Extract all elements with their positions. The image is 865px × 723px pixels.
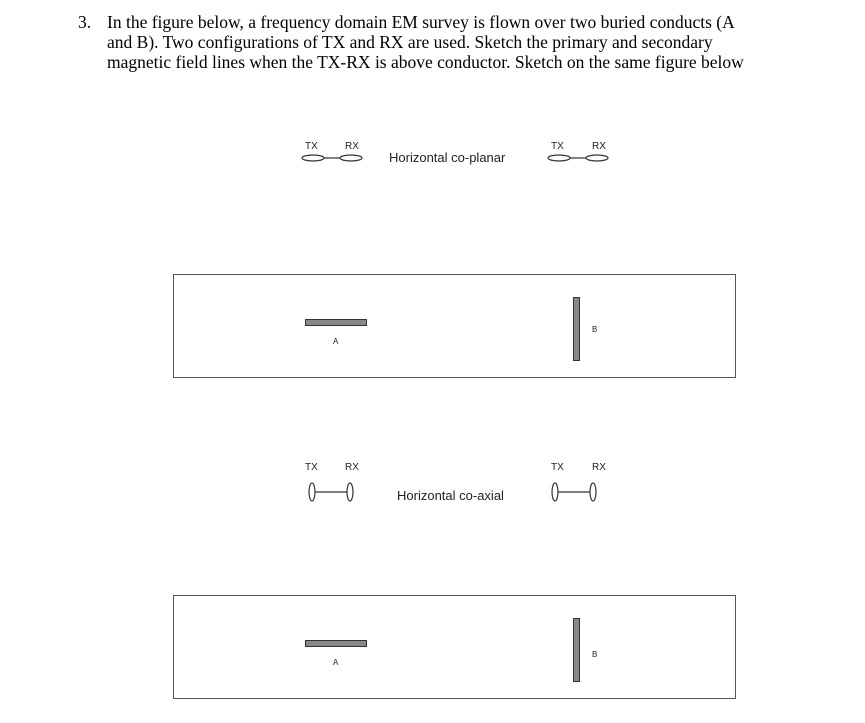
coplanar-right-tx-label: TX [551,141,564,152]
coplanar-left-rx-label: RX [345,141,359,152]
coaxial-conductor-b [573,618,580,682]
coaxial-ground-panel [173,595,736,699]
coaxial-left-rx-label: RX [345,462,359,473]
question-number: 3. [78,12,92,32]
coaxial-left-coil-pair-icon [305,480,361,504]
question-line-3: magnetic field lines when the TX-RX is above conductor. Sketch on the same figure below [107,52,744,72]
question-line-1: In the figure below, a frequency domain EM survey is flown over two buried conducts (A [107,12,735,32]
coaxial-conductor-b-label: B [592,650,598,659]
coaxial-caption: Horizontal co-axial [397,488,504,503]
coaxial-conductor-a-label: A [333,658,339,667]
coplanar-conductor-b [573,297,580,361]
question-line-2: and B). Two configurations of TX and RX are used. Sketch the primary and secondary [107,32,713,52]
coplanar-caption: Horizontal co-planar [389,150,506,165]
coplanar-ground-panel [173,274,736,378]
coplanar-conductor-a [305,319,367,326]
coplanar-left-tx-label: TX [305,141,318,152]
coplanar-right-coil-pair-icon [546,152,610,166]
coplanar-conductor-b-label: B [592,325,598,334]
coaxial-right-coil-pair-icon [548,480,604,504]
coplanar-conductor-a-label: A [333,337,339,346]
coplanar-right-rx-label: RX [592,141,606,152]
coaxial-conductor-a [305,640,367,647]
coplanar-left-coil-pair-icon [300,152,364,166]
coaxial-left-tx-label: TX [305,462,318,473]
coaxial-right-tx-label: TX [551,462,564,473]
coaxial-right-rx-label: RX [592,462,606,473]
